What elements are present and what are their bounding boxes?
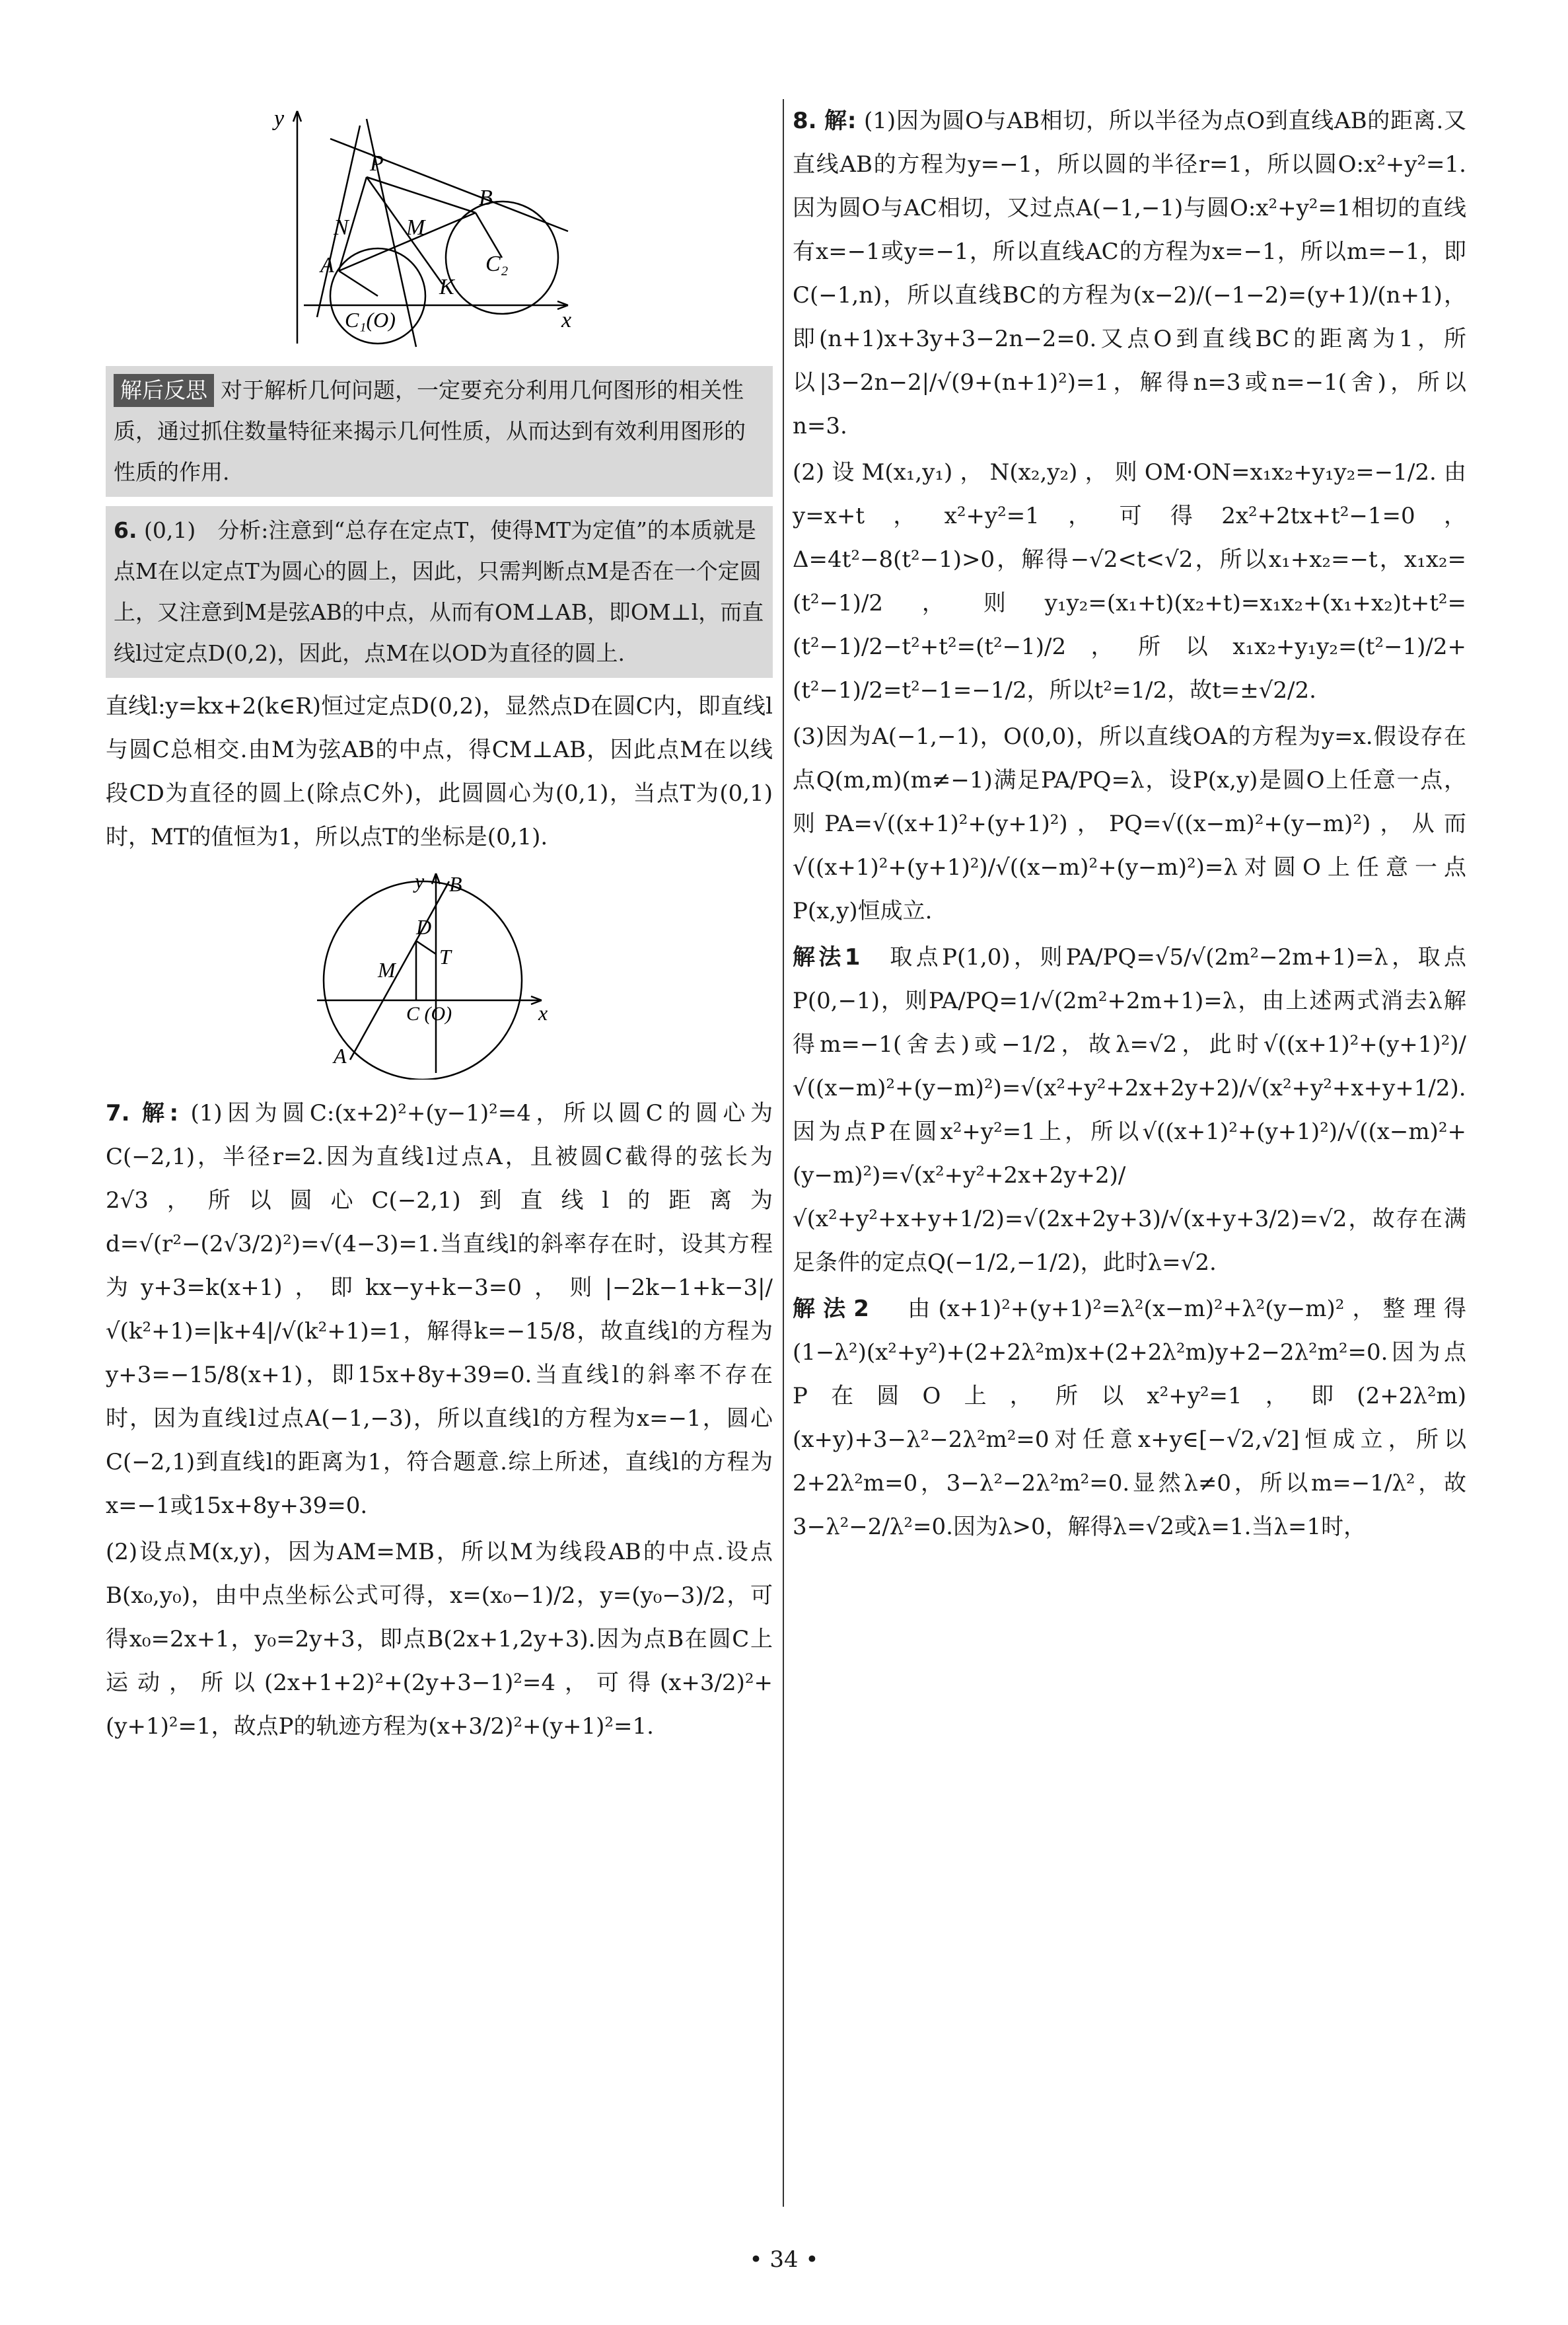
fig1-label-K: K [439, 275, 454, 299]
problem-7-part-2: (2)设点M(x,y)，因为AM=MB，所以M为线段AB的中点.设点B(x₀,y₀)，由中点坐标公式可得，x=(x₀−1)/2，y=(y₀−3)/2，可得x₀=2x+1，y₀=2y+3，即点B(2x+1,2y+3).因为点B在圆C上运动，所以(2x+1+2)²+(2y+3−1)²=4，可得(x+3/2)²+(y+1)²=1，故点P的轨迹方程为(x+3/2)²+(y+1)²=1. [106, 1539, 773, 1740]
problem-6-analysis [106, 506, 773, 678]
left-column [106, 99, 773, 1751]
fig1-label-P: P [370, 151, 384, 176]
fig1-label-C2: C₂ [485, 252, 509, 276]
problem-8-solution-label: 解: [824, 108, 857, 134]
fig2-label-B: B [449, 872, 462, 896]
problem-8-part-1 [793, 99, 1466, 448]
reflection-text: 对于解析几何问题，一定要充分利用几何图形的相关性质，通过抓住数量特征来揭示几何性质，从而达到有效利用图形的性质的作用. [114, 377, 746, 485]
fig2-label-D: D [416, 915, 432, 939]
right-column [793, 99, 1466, 1551]
problem-8-part-2: (2)设M(x₁,y₁)，N(x₂,y₂)，则OM·ON=x₁x₂+y₁y₂=−1/2.由 y=x+t，x²+y²=1，可得2x²+2tx+t²−1=0，Δ=4t²−8(t²−1)>0，解得−√2<t<√2，所以x₁+x₂=−t，x₁x₂=(t²−1)/2，则y₁y₂=(x₁+t)(x₂+t)=x₁x₂+(x₁+x₂)t+t²=(t²−1)/2−t²+t²=(t²−1)/2，所以x₁x₂+y₁y₂=(t²−1)/2+(t²−1)/2=t²−1=−1/2，所以t²=1/2，故t=±√2/2. [793, 459, 1466, 704]
problem-8-part-3: (3)因为A(−1,−1)，O(0,0)，所以直线OA的方程为y=x.假设存在点Q(m,m)(m≠−1)满足PA/PQ=λ，设P(x,y)是圆O上任意一点，则PA=√((x+1)²+(y+1)²)，PQ=√((x−m)²+(y−m)²)，从而√((x+1)²+(y+1)²)/√((x−m)²+(y−m)²)=λ对圆O上任意一点P(x,y)恒成立. [793, 723, 1466, 924]
fig1-label-A: A [320, 253, 334, 277]
fig1-label-B: B [479, 186, 493, 210]
fig1-label-x: x [561, 308, 572, 332]
fig2-label-M: M [378, 958, 396, 982]
figure-tangent-circles [106, 99, 773, 357]
fig1-label-M: M [406, 215, 425, 240]
method-1-text: 取点P(1,0)，则PA/PQ=√5/√(2m²−2m+1)=λ，取点P(0,−1)，则PA/PQ=1/√(2m²+2m+1)=λ，由上述两式消去λ解得m=−1(舍去)或−1/2，故λ=√2，此时√((x+1)²+(y+1)²)/√((x−m)²+(y−m)²)=√(x²+y²+2x+2y+2)/√(x²+y²+x+y+1/2).因为点P在圆x²+y²=1上，所以√((x+1)²+(y+1)²)/√((x−m)²+(y−m)²)=√(x²+y²+2x+2y+2)/√(x²+y²+x+y+1/2)=√(2x+2y+3)/√(x+y+3/2)=√2，故存在满足条件的定点Q(−1/2,−1/2)，此时λ=√2. [793, 944, 1466, 1276]
fig2-label-T: T [439, 945, 451, 969]
problem-8-number: 8. [793, 108, 817, 134]
method-2-label: 解法2 [793, 1296, 869, 1322]
problem-7-solution-label: 解: [141, 1100, 179, 1126]
problem-8-method-1 [793, 936, 1466, 1284]
problem-6-analysis-text: (0,1) 分析:注意到“总存在定点T，使得MT为定值”的本质就是点M在以定点T为圆心的圆上，因此，只需判断点M是否在一个定圆上，又注意到M是弦AB的中点，从而有OM⊥AB，即OM⊥l，而直线l过定点D(0,2)，因此，点M在以OD为直径的圆上. [114, 517, 764, 666]
method-2-text: 由(x+1)²+(y+1)²=λ²(x−m)²+λ²(y−m)²，整理得(1−λ²)(x²+y²)+(2+2λ²m)x+(2+2λ²m)y+2−2λ²m²=0.因为点P在圆O上，所以x²+y²=1，即(2+2λ²m)(x+y)+3−λ²−2λ²m²=0对任意x+y∈[−√2,√2]恒成立，所以 2+2λ²m=0，3−λ²−2λ²m²=0.显然λ≠0，所以m=−1/λ²，故3−λ²−2/λ²=0.因为λ>0，解得λ=√2或λ=1.当λ=1时， [793, 1296, 1466, 1540]
problem-7-part-1 [106, 1091, 773, 1528]
fig2-label-x: x [538, 1001, 548, 1025]
reflection-tag: 解后反思 [114, 374, 214, 407]
page-number: • 34 • [749, 2246, 819, 2273]
fig1-label-y: y [274, 106, 285, 131]
problem-6-body: 直线l:y=kx+2(k∈R)恒过定点D(0,2)，显然点D在圆C内，即直线l与圆C总相交.由M为弦AB的中点，得CM⊥AB，因此点M在以线段CD为直径的圆上(除点C外)，此圆圆心为(0,1)，当点T为(0,1)时，MT的值恒为1，所以点T的坐标是(0,1). [106, 693, 773, 850]
fig2-label-CO: C (O) [406, 1003, 452, 1025]
fig2-label-A: A [334, 1044, 347, 1068]
fig1-label-C1O: C₁(O) [345, 308, 396, 332]
fig1-label-N: N [334, 215, 349, 240]
problem-8-method-2 [793, 1287, 1466, 1549]
figure-circle-chord [106, 862, 773, 1080]
column-divider [783, 99, 784, 2207]
problem-7-part-1-text: (1)因为圆C:(x+2)²+(y−1)²=4，所以圆C的圆心为C(−2,1)，半径r=2.因为直线l过点A，且被圆C截得的弦长为2√3，所以圆心C(−2,1)到直线l的距离为d=√(r²−(2√3/2)²)=√(4−3)=1.当直线l的斜率存在时，设其方程为y+3=k(x+1)，即kx−y+k−3=0，则|−2k−1+k−3|/√(k²+1)=|k+4|/√(k²+1)=1，解得k=−15/8，故直线l的方程为y+3=−15/8(x+1)，即15x+8y+39=0.当直线l的斜率不存在时，因为直线l过点A(−1,−3)，所以直线l的方程为x=−1，圆心C(−2,1)到直线l的距离为1，符合题意.综上所述，直线l的方程为x=−1或15x+8y+39=0. [106, 1100, 773, 1519]
method-1-label: 解法1 [793, 944, 861, 971]
problem-7-number: 7. [106, 1100, 130, 1126]
reflection-box [106, 366, 773, 497]
fig2-label-y: y [415, 869, 425, 893]
problem-6-number: 6. [114, 517, 137, 543]
problem-8-part-1-text: (1)因为圆O与AB相切，所以半径为点O到直线AB的距离.又直线AB的方程为y=−1，所以圆的半径r=1，所以圆O:x²+y²=1.因为圆O与AC相切，又过点A(−1,−1)与圆O:x²+y²=1相切的直线有x=−1或y=−1，所以直线AC的方程为x=−1，所以m=−1，即C(−1,n)，所以直线BC的方程为(x−2)/(−1−2)=(y+1)/(n+1)，即(n+1)x+3y+3−2n−2=0.又点O到直线BC的距离为1，所以|3−2n−2|/√(9+(n+1)²)=1，解得n=3或n=−1(舍)，所以n=3. [793, 108, 1466, 439]
